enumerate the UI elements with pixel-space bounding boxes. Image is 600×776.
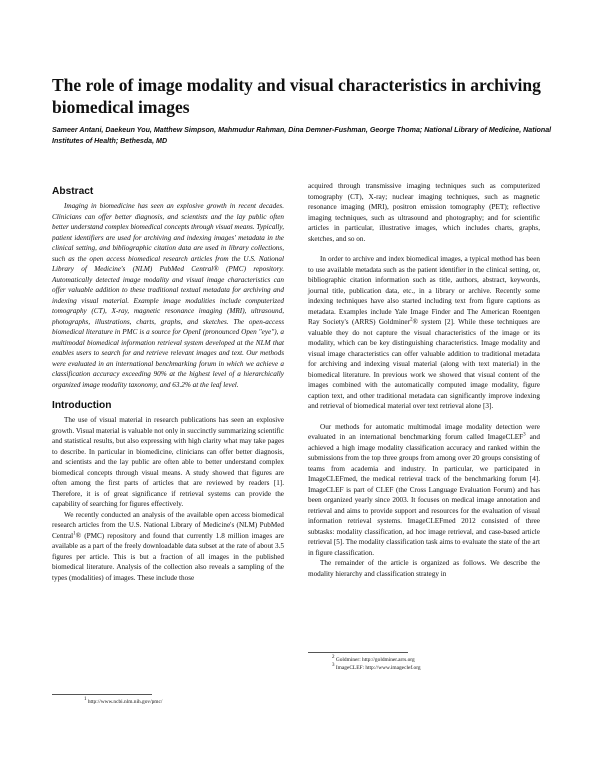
- footnote-3-number: 3: [332, 663, 335, 669]
- right-paragraph-4: The remainder of the article is organized as follows. We describe the modality hierarchy and classification strategy in: [308, 559, 540, 578]
- intro-paragraph-2-text-a: We recently conducted an analysis of the available open access biomedical research articles from the U.S. National Library of Medicine's (NLM) PubMed Central: [52, 510, 284, 540]
- footnote-ref-1: 1: [73, 531, 76, 537]
- footnote-1-number: 1: [84, 697, 87, 703]
- footnote-3-text: ImageCLEF: http://www.imageclef.org: [334, 665, 421, 671]
- intro-paragraph-2: [52, 510, 284, 584]
- right-paragraph-2-text-a: In order to archive and index biomedical images, a typical method has been to use available metadata such as the patient identifier in the clinical setting, or, bibliographic citation information such as title, authors, abstract, keywords, journal title, publication data, etc., in a library or archive. Recently some indexing techniques have also started including text from figure captions as metadata. Examples include Yale Image Finder and The American Roentgen Ray Society's (ARRS) Goldminer: [308, 255, 540, 326]
- abstract-paragraph: Imaging in biomedicine has seen an explosive growth in recent decades. Clinicians can offer better diagnosis, and scientists and the lay public often better understand complex biomedical concepts through visual means. Typically, patient identifiers are used for archiving and indexing images' metadata in the clinical setting, and bibliographic citation data are used in library collections, such as the open access biomedical research articles from the U.S. National Library of Medicine's (NLM) PubMed Central® (PMC) repository. Automatically detected image modality and visual image characteristics can offer valuable addition to these traditional textual metadata for archiving and indexing visual material. Example image modalities include computerized tomography (CT), X-ray, magnetic resonance imaging (MRI), ultrasound, photographs, illustrations, charts, graphs, and sketches. The open-access biomedical literature in PMC is a source for OpenI (pronounced Open "eye"), a multimodal biomedical information retrieval system developed at the NLM that enables users to search for and retrieve relevant images and text. Our methods were evaluated in an international benchmarking forum in which we achieve a classification accuracy exceeding 90% at the highest level of a hierarchically organized image modality taxonomy, and 63.2% at the leaf level.: [52, 202, 284, 389]
- footnote-1: [52, 698, 284, 706]
- right-paragraph-1: acquired through transmissive imaging techniques such as computerized tomography (CT), X-ray; nuclear imaging techniques, such as magnetic resonance imaging (MRI), positron emission tomography (PET); reflective imaging techniques, such as ultrasound and photography; and for scientific articles in particular, illustrative images, which includes charts, graphs, sketches, and so on.: [308, 182, 540, 243]
- footnote-ref-3: 3: [523, 432, 526, 438]
- footnote-2-text: Goldminer: http://goldminer.arrs.org: [334, 657, 415, 663]
- footnote-3: [308, 664, 540, 672]
- right-paragraph-3: [308, 422, 540, 559]
- right-paragraph-2-text-b: ® system [2]. While these techniques are valuable they do not capture the visual characteristics of the image or its modality, which can be key distinguishing characteristics. Image modality and visual image characteristics can offer valuable addition to traditional metadata for archiving and indexing visual material (along with text material) in the biomedical literature. In previous work we showed that visual content of the images combined with the automatically computed image modality, figure caption text, and other traditional metadata can significantly improve indexing and retrieval of biomedical material over text retrieval alone [3].: [308, 318, 540, 410]
- introduction-heading: Introduction: [52, 400, 112, 411]
- right-paragraph-3-text-a: Our methods for automatic multimodal image modality detection were evaluated in an international benchmarking forum called ImageCLEF: [308, 422, 540, 441]
- paper-title: The role of image modality and visual characteristics in archiving biomedical images: [52, 75, 541, 117]
- footnote-area-right: [308, 652, 540, 672]
- author-affiliation-line: Sameer Antani, Daekeun You, Matthew Simpson, Mahmudur Rahman, Dina Demner-Fushman, George Thoma; National Library of Medicine, National Institutes of Health; Bethesda, MD: [52, 126, 552, 145]
- intro-paragraph-2-text-b: ® (PMC) repository and found that currently 1.8 million images are available as a part of the freely downloadable data subset at the rate of about 3.5 figures per article. This is but a fraction of all images in the published biomedical literature. Analysis of the collection also reveals a sampling of the types (modalities) of images. These include those: [52, 531, 284, 582]
- footnote-1-text: http://www.ncbi.nlm.nih.gov/pmc/: [86, 699, 163, 705]
- footnote-ref-2: 2: [410, 317, 413, 323]
- left-column: [52, 186, 284, 583]
- right-paragraph-3-text-b: and achieved a high image modality classification accuracy and ranked within the submissions from the top three groups from among over 20 groups consisting of teams from academia and industry. In particular, we participated in ImageCLEFmed, the medical retrieval track of the benchmarking forum [4]. ImageCLEF is part of CLEF (the Cross Language Evaluation Forum) and has been organized yearly since 2003. It focuses on medical image annotation and retrieval and aims to provide support and resources for the evaluation of visual information retrieval systems. ImageCLEFmed 2012 consisted of three subtasks: modality classification, ad hoc image retrieval, and case-based article retrieval [5]. The modality classification task aims to evaluate the state of the art in figure classification.: [308, 433, 540, 557]
- right-column: [308, 181, 540, 579]
- right-paragraph-2: [308, 254, 540, 412]
- footnote-rule: [52, 694, 152, 695]
- abstract-heading: Abstract: [52, 186, 94, 197]
- footnote-area-left: [52, 694, 284, 706]
- footnote-rule: [308, 652, 408, 653]
- footnote-2-number: 2: [332, 655, 335, 661]
- intro-paragraph-1: The use of visual material in research publications has seen an explosive growth. Visual material is valuable not only in succinctly summarizing scientific and statistical results, but also expressing with high clarity what may take pages to describe. In particular in biomedicine, clinicians can offer better diagnosis, and scientists and the lay public are often able to better understand complex biomedical concepts through visual means. A study showed that figures are often among the first parts of articles that are reviewed by readers [1]. Therefore, it is of great significance if retrieval systems can provide the capability of searching for figures effectively.: [52, 416, 284, 508]
- footnote-2: [308, 656, 540, 664]
